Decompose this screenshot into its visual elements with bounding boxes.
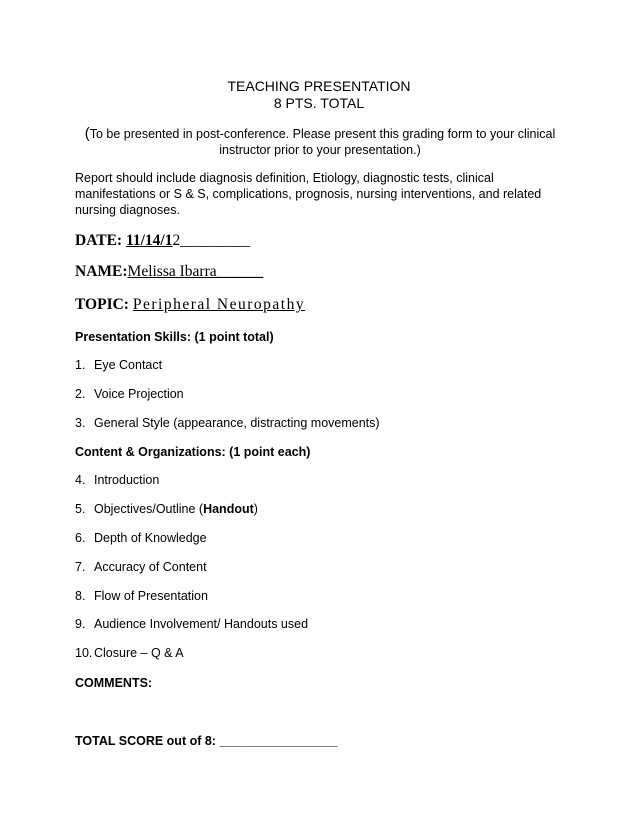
list-item bbox=[75, 416, 380, 430]
list-item bbox=[75, 531, 207, 545]
topic-value: Peripheral Neuropathy bbox=[132, 296, 306, 313]
note-line-2: instructor prior to your presentation.) bbox=[219, 143, 421, 157]
item-text-bold: Handout bbox=[203, 502, 254, 516]
note-line-1: To be presented in post-conference. Please present this grading form to your clinical bbox=[89, 127, 556, 141]
item-number: 6. bbox=[75, 531, 86, 545]
item-number: 8. bbox=[75, 589, 86, 603]
presentation-skills-heading: Presentation Skills: (1 point total) bbox=[75, 330, 274, 344]
item-text-end: ) bbox=[253, 502, 258, 516]
item-number: 10. bbox=[75, 646, 93, 660]
topic-label: TOPIC: bbox=[75, 296, 129, 313]
item-text: Closure – Q & A bbox=[94, 646, 184, 660]
list-item bbox=[75, 387, 184, 401]
total-score-field: TOTAL SCORE out of 8: _________________ bbox=[75, 734, 338, 748]
name-label: NAME: bbox=[75, 263, 128, 280]
item-text: Objectives/Outline ( bbox=[94, 502, 204, 516]
item-text: Accuracy of Content bbox=[94, 560, 207, 574]
date-value: 11/14/1 bbox=[125, 232, 173, 249]
item-number: 2. bbox=[75, 387, 86, 401]
item-number: 7. bbox=[75, 560, 86, 574]
points-total: 8 PTS. TOTAL bbox=[273, 95, 365, 111]
list-item bbox=[75, 502, 258, 516]
item-text: Audience Involvement/ Handouts used bbox=[94, 617, 309, 631]
date-value-end: 2 bbox=[172, 232, 181, 249]
date-label: DATE: bbox=[75, 232, 123, 249]
list-item bbox=[75, 358, 162, 372]
report-requirements: Report should include diagnosis definition, Etiology, diagnostic tests, clinical manifestations or S & S, complications, prognosis, nursing interventions, and related nursing diagnoses. bbox=[75, 171, 542, 217]
list-item bbox=[75, 646, 184, 660]
item-number: 5. bbox=[75, 502, 86, 516]
item-text: Voice Projection bbox=[94, 387, 184, 401]
item-number: 9. bbox=[75, 617, 86, 631]
item-text: Introduction bbox=[94, 473, 160, 487]
item-text: General Style (appearance, distracting movements) bbox=[94, 416, 380, 430]
topic-field bbox=[75, 296, 305, 314]
name-value: Melissa Ibarra bbox=[127, 263, 217, 280]
item-number: 1. bbox=[75, 358, 86, 372]
note-open-paren: ( bbox=[84, 125, 90, 142]
list-item bbox=[75, 589, 208, 603]
item-text: Eye Contact bbox=[94, 358, 163, 372]
date-field bbox=[75, 232, 250, 250]
document-title: TEACHING PRESENTATION bbox=[227, 78, 411, 94]
date-blank: _________ bbox=[180, 232, 250, 249]
list-item bbox=[75, 560, 207, 574]
item-number: 3. bbox=[75, 416, 86, 430]
submission-note bbox=[75, 126, 565, 158]
item-text: Depth of Knowledge bbox=[94, 531, 207, 545]
content-organizations-heading: Content & Organizations: (1 point each) bbox=[75, 445, 311, 459]
comments-label: COMMENTS: bbox=[75, 676, 153, 690]
list-item bbox=[75, 473, 159, 487]
item-text: Flow of Presentation bbox=[94, 589, 208, 603]
item-number: 4. bbox=[75, 473, 86, 487]
name-blank: ______ bbox=[216, 263, 264, 280]
list-item bbox=[75, 617, 308, 631]
name-field bbox=[75, 263, 263, 281]
